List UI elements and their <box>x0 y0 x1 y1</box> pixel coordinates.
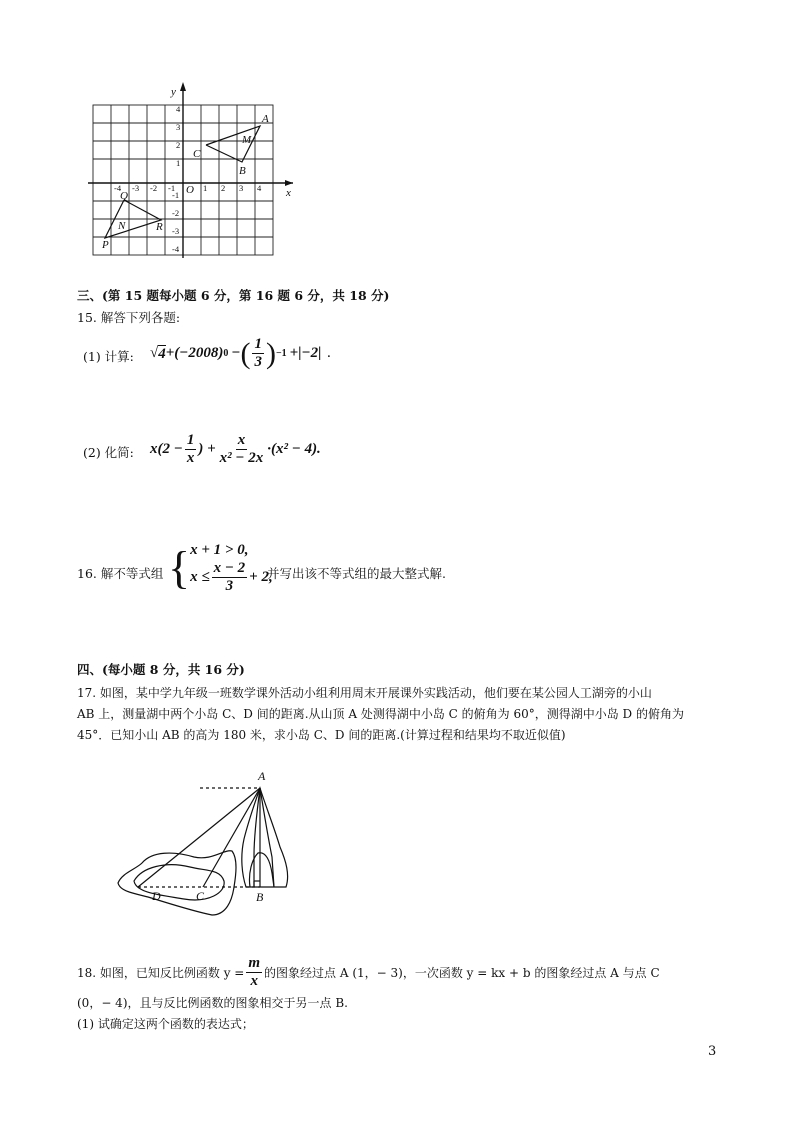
fraction-numerator: x − 2 <box>213 560 246 576</box>
section4-heading: 四、(每小题 8 分，共 16 分) <box>77 662 245 677</box>
q18-line1 <box>77 955 660 990</box>
sqrt-symbol: √ <box>150 345 159 361</box>
point-q-label: Q <box>120 190 128 202</box>
fraction-denominator: x <box>250 973 258 989</box>
expr-term: 4 <box>158 345 166 362</box>
expr-term: +(−2008) <box>165 345 224 361</box>
lake-label-b: B <box>256 890 264 904</box>
x-tick: 4 <box>257 183 262 193</box>
fraction <box>212 560 248 595</box>
q18-text-a: 18. 如图，已知反比例函数 y = <box>77 965 245 980</box>
q16-inequality-system <box>168 540 273 595</box>
fraction-denominator: x <box>186 450 195 466</box>
q18-sub1: (1) 试确定这两个函数的表达式； <box>77 1017 254 1031</box>
x-tick: -4 <box>114 183 122 193</box>
q15-part1-label: (1) 计算: <box>83 349 134 364</box>
fraction <box>218 432 266 467</box>
x-tick: 2 <box>221 183 226 193</box>
inequality-line2-left: x ≤ <box>190 569 210 585</box>
y-tick: -4 <box>172 244 180 254</box>
q17-line2: AB 上，测量湖中两个小岛 C、D 间的距离.从山顶 A 处测得湖中小岛 C 的俯角为 60°，测得湖中小岛 D 的俯角为 <box>77 707 684 721</box>
lake-label-c: C <box>196 889 205 903</box>
inequality-line2-right: + 2, <box>249 569 273 585</box>
x-tick: -2 <box>150 183 158 193</box>
point-n-label: N <box>118 220 126 232</box>
q17-line3: 45°．已知小山 AB 的高为 180 米，求小岛 C、D 间的距离.(计算过程和结果均不取近似值) <box>77 728 566 742</box>
q16-tail: 并写出该不等式组的最大整式解. <box>267 566 446 581</box>
fraction <box>185 432 197 467</box>
q17-line1: 17. 如图，某中学九年级一班数学课外活动小组利用周末开展课外实践活动，他们要在某公园人工湖旁的小山 <box>77 686 652 700</box>
point-m-label: M <box>242 134 252 146</box>
fraction-numerator: x <box>237 432 246 448</box>
fraction-numerator: 1 <box>254 336 262 352</box>
point-a-label: A <box>262 113 269 125</box>
fraction <box>252 336 264 371</box>
y-tick: -1 <box>172 190 180 200</box>
x-tick: -1 <box>168 183 176 193</box>
lake-label-a: A <box>258 769 266 783</box>
point-b-label: B <box>239 165 246 177</box>
q16-label: 16. 解不等式组 <box>77 566 164 581</box>
expr-term: x(2 − <box>150 441 183 457</box>
point-r-label: R <box>156 221 163 233</box>
x-tick: 3 <box>239 183 244 193</box>
q18-text-b: 的图象经过点 A (1，− 3)，一次函数 y = kx + b 的图象经过点 A 与点 C <box>264 965 660 980</box>
lake-hill-figure <box>108 765 298 920</box>
expr-term: ·(x² − 4). <box>267 441 321 457</box>
x-tick: 1 <box>203 183 208 193</box>
fraction-denominator: 3 <box>225 578 234 594</box>
coordinate-grid-figure <box>88 80 308 258</box>
expr-term: ) + <box>198 441 216 457</box>
inequality-line1: x + 1 > 0, <box>190 542 249 558</box>
fraction-numerator: 1 <box>186 432 195 448</box>
y-axis-label: y <box>171 86 176 98</box>
y-tick: 4 <box>176 104 181 114</box>
q18-line2: (0，− 4)，且与反比例函数的图象相交于另一点 B. <box>77 996 348 1010</box>
fraction-denominator: 3 <box>254 354 262 370</box>
q15-part2-expression <box>150 432 321 467</box>
origin-label: O <box>186 184 194 196</box>
y-tick: 1 <box>176 158 181 168</box>
y-tick: -3 <box>172 226 180 236</box>
expr-exponent: 0 <box>223 348 229 359</box>
q15-part2-label: (2) 化简: <box>83 445 134 460</box>
point-c-label: C <box>193 148 201 160</box>
y-tick: -2 <box>172 208 180 218</box>
fraction-denominator: x² − 2x <box>219 450 264 466</box>
q15-part1-expression: √ 4 +(−2008) 0 − ( $\frac{1}{3}$ ) −1 +|−2| . <box>150 336 332 370</box>
section3-heading: 三、(第 15 题每小题 6 分，第 16 题 6 分，共 18 分) <box>77 288 390 303</box>
y-tick: 3 <box>176 122 181 132</box>
lake-label-d: D <box>152 889 161 903</box>
x-tick: -3 <box>132 183 140 193</box>
expr-exponent: −1 <box>275 348 287 359</box>
q15-title: 15. 解答下列各题: <box>77 310 181 325</box>
expr-term: − <box>231 345 241 361</box>
expr-term: . <box>327 345 332 361</box>
fraction-numerator: m <box>248 955 261 971</box>
brace-symbol: { <box>168 541 191 593</box>
y-tick: 2 <box>176 140 181 150</box>
expr-term: +|−2| <box>289 345 322 361</box>
point-p-label: P <box>102 239 109 251</box>
page-number: 3 <box>708 1044 717 1059</box>
fraction <box>246 955 262 990</box>
x-axis-label: x <box>286 187 291 199</box>
